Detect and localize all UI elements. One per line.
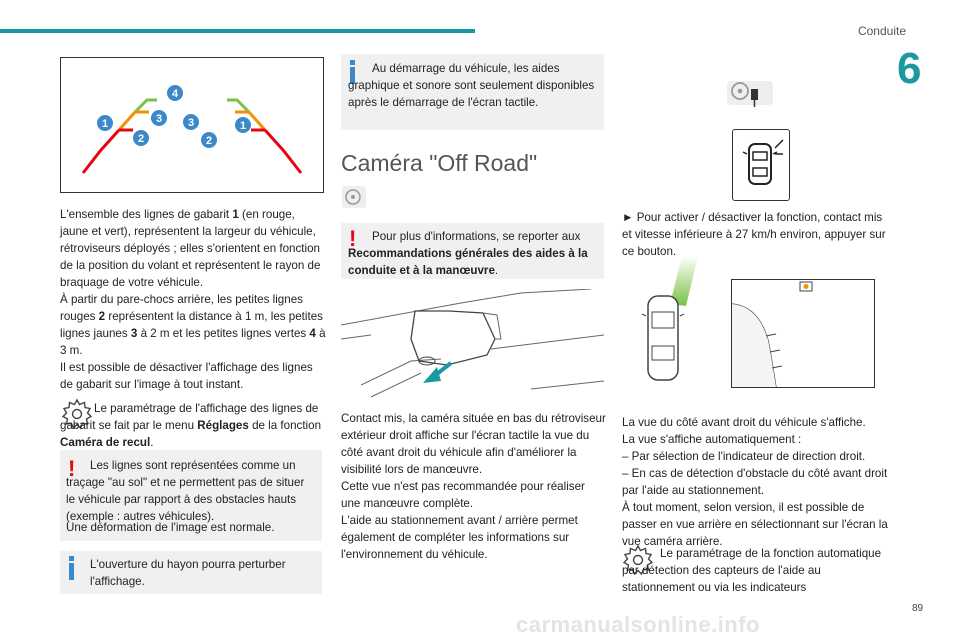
guide-lines-diagram <box>60 57 324 193</box>
header-bar <box>0 29 475 33</box>
paragraph: Contact mis, la caméra située en bas du rétroviseur extérieur droit affiche sur l'écran tactile la vue du côté avant droit du véhicule afin d'améliorer la visibilité lors de manœuvre. <box>341 412 606 476</box>
warning-text-2: Une déformation de l'image est normale. <box>66 521 275 534</box>
paragraph: Il est possible de désactiver l'affichage des lignes de gabarit sur l'image à tout instant. <box>60 361 313 391</box>
steering-camera-icon <box>727 79 773 109</box>
page-number: 89 <box>912 603 924 614</box>
paragraph: À tout moment, selon version, il est possible de passer en vue arrière en sélectionnant sur l'écran la vue caméra arrière. <box>622 501 888 548</box>
list-item: – En cas de détection d'obstacle du côté avant droit par l'aide au stationnement. <box>622 467 888 497</box>
label-2-right: 2 <box>205 135 213 147</box>
watermark: carmanualsonline.info <box>516 612 760 637</box>
label-2-left: 2 <box>137 133 145 145</box>
paragraph: Cette vue n'est pas recommandée pour réaliser une manœuvre complète. <box>341 480 585 510</box>
paragraph: La vue s'affiche automatiquement : <box>622 433 802 446</box>
info-box <box>341 54 604 130</box>
gear-note: Le paramétrage de l'affichage des lignes de gabarit se fait par le menu Réglages de la fonction Caméra de recul. <box>60 402 322 449</box>
warning-text: Les lignes sont représentées comme un traçage "au sol" et ne permettent pas de situer le véhicule par rapport à des obstacles hauts (exemple : autres véhicules). <box>66 459 305 523</box>
paragraph: La vue du côté avant droit du véhicule s'affiche. <box>622 416 866 429</box>
label-3-left: 3 <box>155 113 163 125</box>
info-icon <box>69 556 74 580</box>
chapter-number: 6 <box>897 44 922 93</box>
warning-icon: ! <box>349 226 357 251</box>
steering-wheel-icon <box>342 186 366 208</box>
list-item: – Par sélection de l'indicateur de direction droit. <box>622 450 866 463</box>
col1-text <box>60 206 326 393</box>
off-road-camera-button[interactable] <box>732 129 790 201</box>
mirror-camera-illustration <box>341 289 604 400</box>
info-text: L'ouverture du hayon pourra perturber l'affichage. <box>90 558 286 588</box>
gear-note: Le paramétrage de la fonction automatique par détection des capteurs de l'aide au stationnement ou via les indicateurs <box>622 547 882 594</box>
paragraph: À partir du pare-chocs arrière, les petites lignes rouges 2 représentent la distance à 1 m, les petites lignes jaunes 3 à 2 m et les petites lignes vertes 4 à 3 m. <box>60 293 326 357</box>
guide-lines-svg <box>61 58 323 192</box>
info-text: Au démarrage du véhicule, les aides graphique et sonore sont seulement disponibles après le démarrage de l'écran tactile. <box>348 62 595 109</box>
label-1-left: 1 <box>101 118 109 130</box>
label-3-right: 3 <box>187 117 195 129</box>
col3-text <box>622 414 892 550</box>
camera-screen-view <box>731 279 875 388</box>
car-top-view-illustration <box>640 256 722 386</box>
warning-text: Pour plus d'informations, se reporter aux Recommandations générales des aides à la conduite et à la manœuvre. <box>348 230 588 277</box>
warning-box <box>60 450 322 541</box>
label-1-right: 1 <box>239 120 247 132</box>
info-box <box>60 551 322 594</box>
car-camera-icon <box>733 130 789 200</box>
warning-icon: ! <box>68 456 76 481</box>
section-title: Conduite <box>857 24 906 38</box>
warning-box <box>341 223 604 279</box>
col2-text <box>341 410 607 563</box>
paragraph: ► Pour activer / désactiver la fonction, contact mis et vitesse inférieure à 27 km/h environ, appuyer sur ce bouton. <box>622 211 886 258</box>
label-4: 4 <box>171 88 179 100</box>
section-heading: Caméra "Off Road" <box>341 150 538 176</box>
paragraph: L'ensemble des lignes de gabarit 1 (en rouge, jaune et vert), représentent la largeur du véhicule, rétroviseurs déployés ; elles s'orientent en fonction de la position du volant et représentent le rayon de braquage de votre véhicule. <box>60 208 321 289</box>
paragraph: L'aide au stationnement avant / arrière permet également de compléter les informations sur l'environnement du véhicule. <box>341 514 578 561</box>
